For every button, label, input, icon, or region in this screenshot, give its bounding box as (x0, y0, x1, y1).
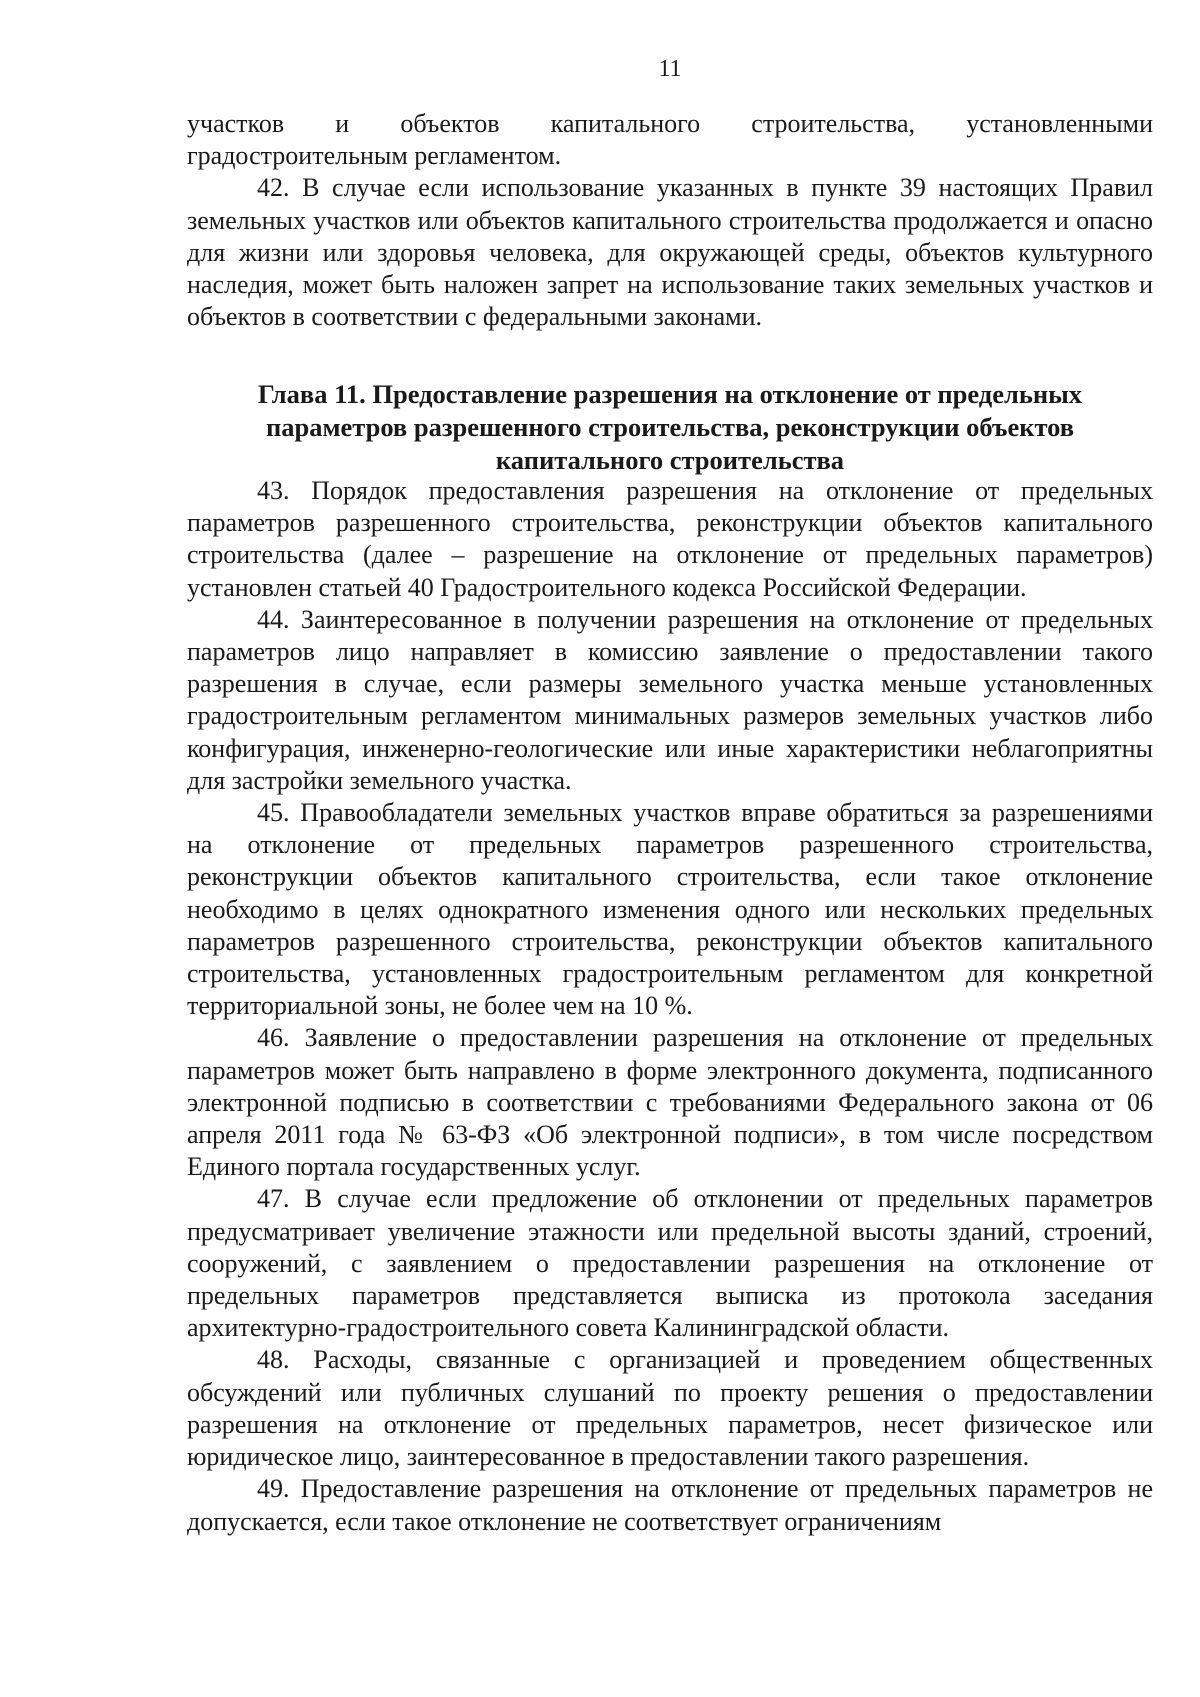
paragraph-47: 47. В случае если предложение об отклонении от предельных параметров предусматривает увеличение этажности или предельной высоты зданий, строений, сооружений, с заявлением о предоставлении разрешения на отклонение от предельных параметров представляется выписка из протокола заседания архитектурно-градостроительного совета Калининградской области. (187, 1184, 1153, 1343)
paragraph-42: 42. В случае если использование указанных в пункте 39 настоящих Правил земельных участков или объектов капитального строительства продолжается и опасно для жизни или здоровья человека, для окружающей среды, объектов культурного наследия, может быть наложен запрет на использование таких земельных участков и объектов в соответствии с федеральными законами. (187, 173, 1153, 332)
chapter-body (187, 475, 1153, 1538)
paragraph-45: 45. Правообладатели земельных участков вправе обратиться за разрешениями на отклонение от предельных параметров разрешенного строительства, реконструкции объектов капитального строительства, если такое отклонение необходимо в целях однократного изменения одного или нескольких предельных параметров разрешенного строительства, реконструкции объектов капитального строительства, установленных градостроительным регламентом для конкретной территориальной зоны, не более чем на 10 %. (187, 798, 1153, 1021)
page-number: 11 (658, 56, 682, 82)
paragraph-46: 46. Заявление о предоставлении разрешения на отклонение от предельных параметров может быть направлено в форме электронного документа, подписанного электронной подписью в соответствии с требованиями Федерального закона от 06 апреля 2011 года № 63-ФЗ «Об электронной подписи», в том числе посредством Единого портала государственных услуг. (187, 1023, 1153, 1182)
paragraph-44: 44. Заинтересованное в получении разрешения на отклонение от предельных параметров лицо направляет в комиссию заявление о предоставлении такого разрешения в случае, если размеры земельного участка меньше установленных градостроительным регламентом минимальных размеров земельных участков либо конфигурация, инженерно-геологические или иные характеристики неблагоприятны для застройки земельного участка. (187, 604, 1153, 795)
paragraph-49: 49. Предоставление разрешения на отклонение от предельных параметров не допускается, если такое отклонение не соответствует ограничениям (187, 1474, 1153, 1536)
chapter-title: Глава 11. Предоставление разрешения на отклонение от предельных параметров разрешенного строительства, реконструкции объектов капитального строительства (257, 379, 1083, 475)
document-page (187, 0, 1153, 1697)
paragraph-48: 48. Расходы, связанные с организацией и проведением общественных обсуждений или публичных слушаний по проекту решения о предоставлении разрешения на отклонение от предельных параметров, несет физическое или юридическое лицо, заинтересованное в предоставлении такого разрешения. (187, 1345, 1153, 1472)
continuation-paragraph: участков и объектов капитального строительства, установленными градостроительным регламентом. (187, 109, 1153, 171)
paragraph-43: 43. Порядок предоставления разрешения на отклонение от предельных параметров разрешенного строительства, реконструкции объектов капитального строительства (далее – разрешение на отклонение от предельных параметров) установлен статьей 40 Градостроительного кодекса Российской Федерации. (187, 476, 1153, 602)
intro-section (187, 108, 1153, 333)
